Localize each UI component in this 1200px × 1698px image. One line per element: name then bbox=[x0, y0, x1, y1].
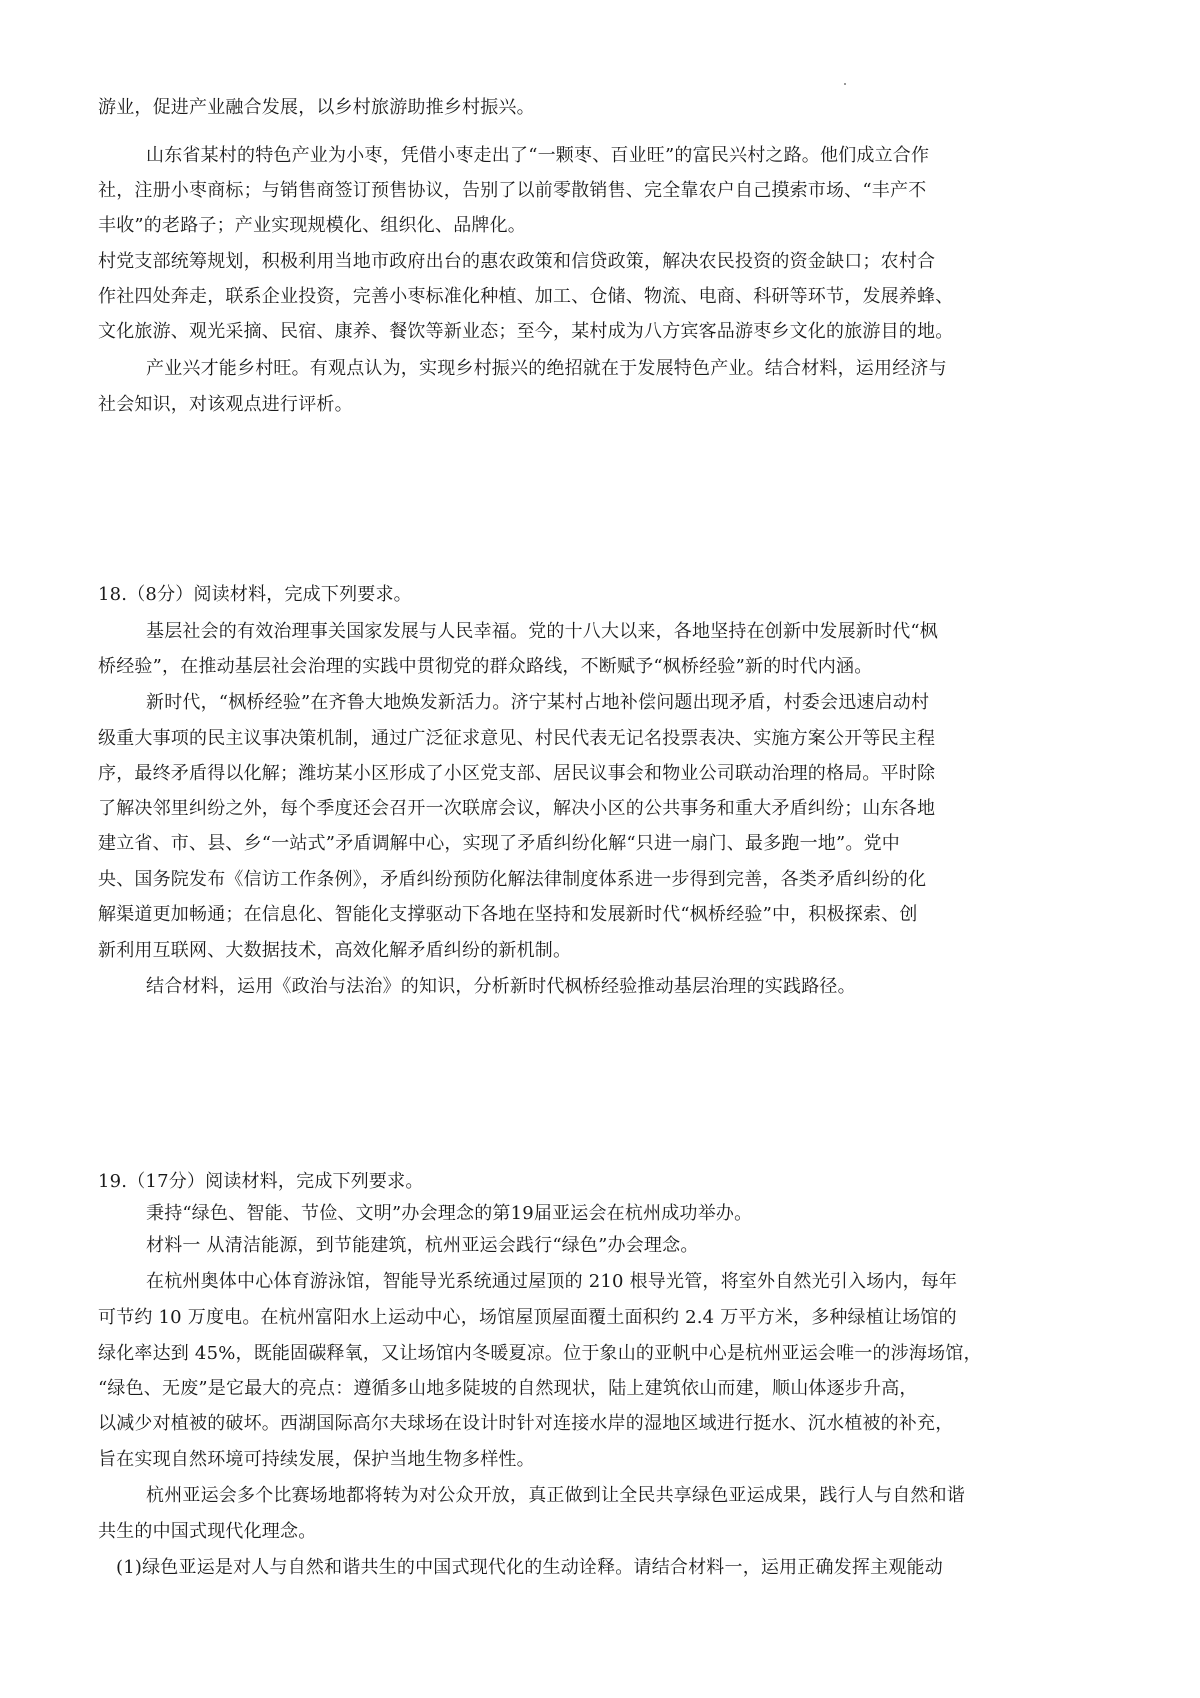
intro-line-6: 作社四处奔走，联系企业投资，完善小枣标准化种植、加工、仓储、物流、电商、科研等环节，发展养蜂、 bbox=[98, 286, 954, 307]
scan-speck bbox=[844, 83, 846, 85]
intro-line-4: 丰收”的老路子；产业实现规模化、组织化、品牌化。 bbox=[98, 215, 526, 236]
q19-line-3: 在杭州奥体中心体育游泳馆，智能导光系统通过屋顶的 210 根导光管，将室外自然光引入场内，每年 bbox=[146, 1271, 958, 1292]
q18-line-4: 级重大事项的民主议事决策机制，通过广泛征求意见、村民代表无记名投票表决、实施方案公开等民主程 bbox=[98, 728, 936, 749]
q19-line-2: 材料一 从清洁能源，到节能建筑，杭州亚运会践行“绿色”办会理念。 bbox=[146, 1235, 699, 1256]
q19-subquestion-1: (1)绿色亚运是对人与自然和谐共生的中国式现代化的生动诠释。请结合材料一，运用正确发挥主观能动 bbox=[116, 1557, 943, 1578]
intro-line-9: 社会知识，对该观点进行评析。 bbox=[98, 394, 353, 415]
q19-line-10: 共生的中国式现代化理念。 bbox=[98, 1521, 317, 1542]
q19-line-5: 绿化率达到 45%，既能固碳释氧，又让场馆内冬暖夏凉。位于象山的亚帆中心是杭州亚运会唯一的涉海场馆， bbox=[98, 1343, 982, 1364]
intro-line-3: 社，注册小枣商标；与销售商签订预售协议，告别了以前零散销售、完全靠农户自己摸索市场、“丰产不 bbox=[98, 180, 927, 201]
q18-line-11: 结合材料，运用《政治与法治》的知识，分析新时代枫桥经验推动基层治理的实践路径。 bbox=[146, 976, 856, 997]
q18-line-8: 央、国务院发布《信访工作条例》，矛盾纠纷预防化解法律制度体系进一步得到完善，各类矛盾纠纷的化 bbox=[98, 869, 927, 890]
intro-line-1: 游业，促进产业融合发展，以乡村旅游助推乡村振兴。 bbox=[98, 97, 535, 118]
q19-line-7: 以减少对植被的破坏。西湖国际高尔夫球场在设计时针对连接水岸的湿地区域进行挺水、沉水植被的补充， bbox=[98, 1413, 954, 1434]
q18-title: 18.（8分）阅读材料，完成下列要求。 bbox=[98, 584, 412, 605]
q19-line-6: “绿色、无废”是它最大的亮点：遵循多山地多陡坡的自然现状，陆上建筑依山而建，顺山体逐步升高， bbox=[98, 1378, 918, 1399]
q19-line-9: 杭州亚运会多个比赛场地都将转为对公众开放，真正做到让全民共享绿色亚运成果，践行人与自然和谐 bbox=[146, 1485, 965, 1506]
q18-line-10: 新利用互联网、大数据技术，高效化解矛盾纠纷的新机制。 bbox=[98, 940, 572, 961]
intro-line-8: 产业兴才能乡村旺。有观点认为，实现乡村振兴的绝招就在于发展特色产业。结合材料，运用经济与 bbox=[146, 358, 947, 379]
intro-line-5: 村党支部统筹规划，积极利用当地市政府出台的惠农政策和信贷政策，解决农民投资的资金缺口；农村合 bbox=[98, 251, 936, 272]
q19-line-4: 可节约 10 万度电。在杭州富阳水上运动中心，场馆屋顶屋面覆土面积约 2.4 万平方米，多种绿植让场馆的 bbox=[98, 1307, 957, 1328]
q19-line-8: 旨在实现自然环境可持续发展，保护当地生物多样性。 bbox=[98, 1449, 535, 1470]
intro-line-2: 山东省某村的特色产业为小枣，凭借小枣走出了“一颗枣、百业旺”的富民兴村之路。他们成立合作 bbox=[146, 145, 930, 166]
q19-title: 19.（17分）阅读材料，完成下列要求。 bbox=[98, 1171, 424, 1192]
q19-line-1: 秉持“绿色、智能、节俭、文明”办会理念的第19届亚运会在杭州成功举办。 bbox=[146, 1203, 753, 1224]
q18-line-1: 基层社会的有效治理事关国家发展与人民幸福。党的十八大以来，各地坚持在创新中发展新时代“枫 bbox=[146, 621, 938, 642]
q18-line-6: 了解决邻里纠纷之外，每个季度还会召开一次联席会议，解决小区的公共事务和重大矛盾纠纷；山东各地 bbox=[98, 798, 936, 819]
intro-line-7: 文化旅游、观光采摘、民宿、康养、餐饮等新业态；至今，某村成为八方宾客品游枣乡文化的旅游目的地。 bbox=[98, 321, 954, 342]
q18-line-7: 建立省、市、县、乡“一站式”矛盾调解中心，实现了矛盾纠纷化解“只进一扇门、最多跑一地”。党中 bbox=[98, 833, 901, 854]
q18-line-3: 新时代，“枫桥经验”在齐鲁大地焕发新活力。济宁某村占地补偿问题出现矛盾，村委会迅速启动村 bbox=[146, 692, 930, 713]
q18-line-9: 解渠道更加畅通；在信息化、智能化支撑驱动下各地在坚持和发展新时代“枫桥经验”中，积极探索、创 bbox=[98, 904, 918, 925]
q18-line-2: 桥经验”，在推动基层社会治理的实践中贯彻党的群众路线，不断赋予“枫桥经验”新的时代内涵。 bbox=[98, 656, 873, 677]
q18-line-5: 序，最终矛盾得以化解；潍坊某小区形成了小区党支部、居民议事会和物业公司联动治理的格局。平时除 bbox=[98, 763, 936, 784]
